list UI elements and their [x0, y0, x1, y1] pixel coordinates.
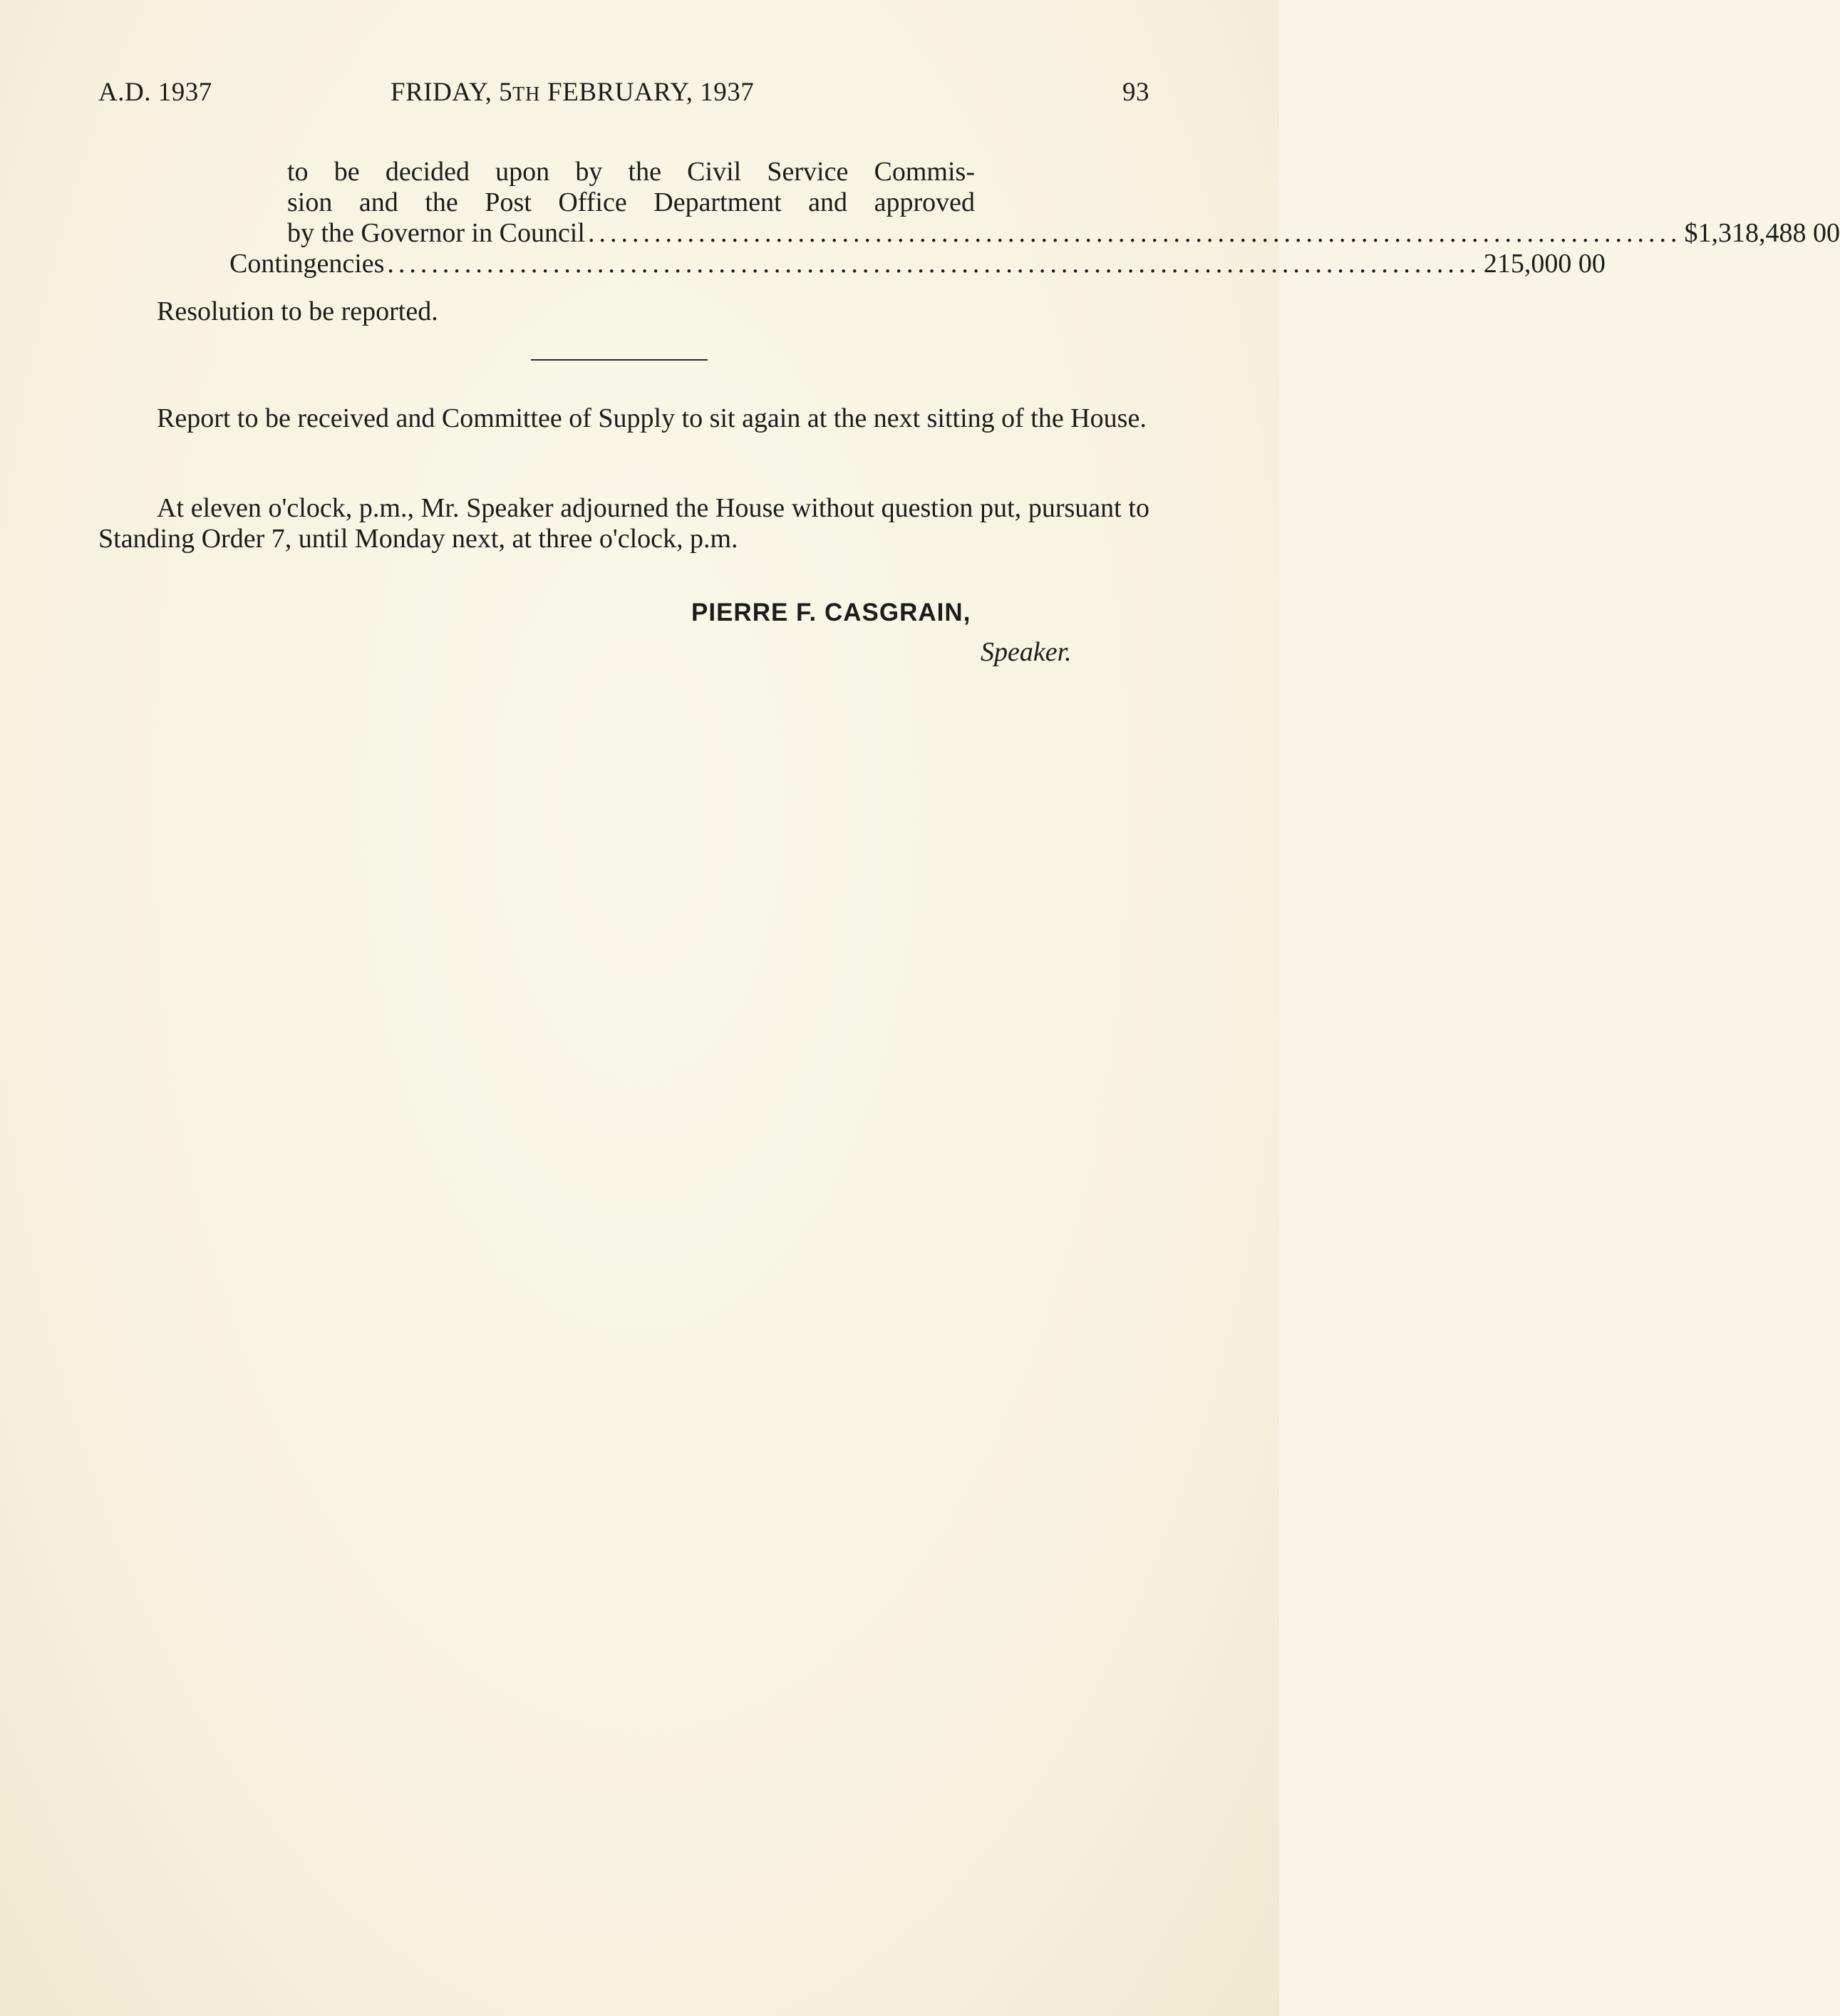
estimate-description	[287, 157, 975, 218]
dot-leader: ...................................................................................................	[587, 218, 1682, 248]
estimate-line: sion and the Post Office Department and approved	[287, 187, 975, 217]
header-day: FRIDAY, 5	[391, 78, 513, 107]
estimate-line: to be decided upon by the Civil Service Commis-	[287, 157, 975, 187]
dot-leader: ...................................................................................................	[387, 249, 1481, 279]
section-divider	[531, 359, 708, 361]
estimate-row-contingencies	[229, 249, 1606, 279]
header-year: A.D. 1937	[98, 78, 212, 107]
estimate-row-label: Contingencies	[229, 249, 385, 279]
speaker-title: Speaker.	[981, 637, 1072, 667]
estimate-row-council	[287, 218, 1840, 249]
header-ordinal: TH	[512, 83, 541, 105]
speaker-name: PIERRE F. CASGRAIN,	[691, 599, 971, 626]
adjournment-paragraph: At eleven o'clock, p.m., Mr. Speaker adjourned the House without question put, pursuant to Standing Order 7, until Monday next, at three o'clock, p.m.	[98, 493, 1149, 554]
estimate-row-amount: 215,000 00	[1483, 249, 1606, 279]
estimate-row-label: by the Governor in Council	[287, 218, 585, 248]
page-number: 93	[1122, 78, 1149, 107]
header-date	[391, 77, 754, 108]
report-paragraph: Report to be received and Committee of Supply to sit again at the next sitting of the House.	[157, 403, 1147, 433]
resolution-text: Resolution to be reported.	[157, 296, 438, 326]
page-header	[98, 77, 1149, 113]
header-month-year: FEBRUARY, 1937	[540, 78, 755, 107]
estimate-row-amount: $1,318,488 00	[1684, 218, 1840, 248]
